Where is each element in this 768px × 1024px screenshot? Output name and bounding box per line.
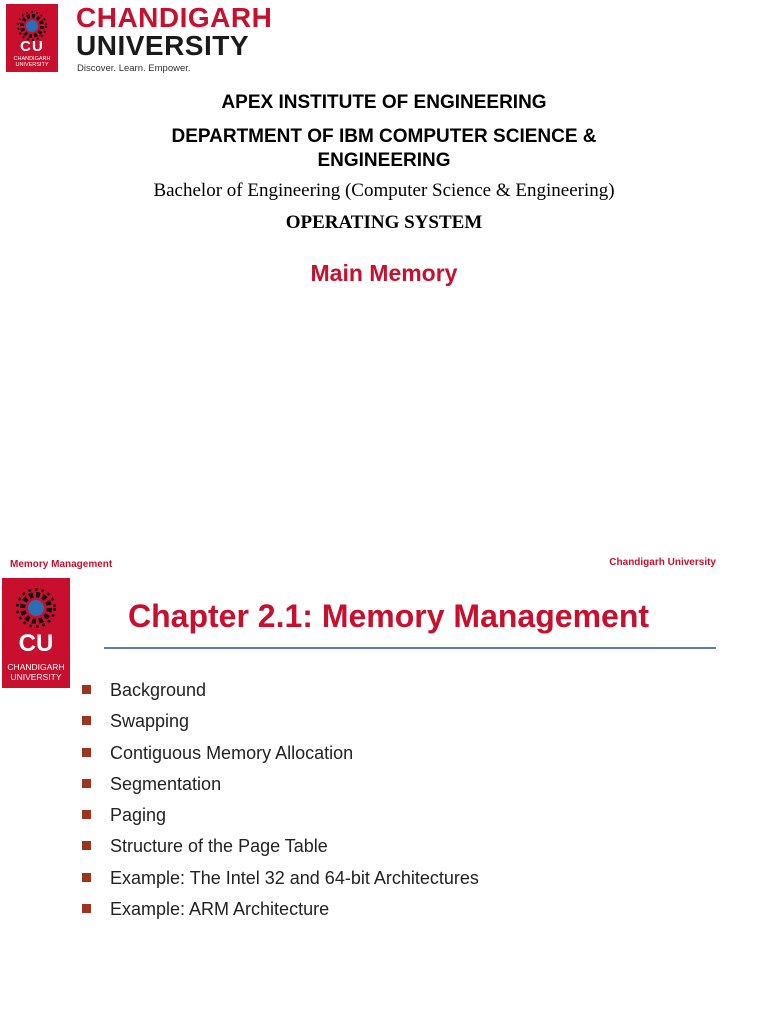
list-item: Example: ARM Architecture bbox=[82, 897, 479, 928]
list-item: Paging bbox=[82, 803, 479, 834]
brand-name: CHANDIGARH UNIVERSITY bbox=[76, 2, 273, 61]
square-bullet-icon bbox=[82, 748, 91, 757]
square-bullet-icon bbox=[82, 779, 91, 788]
chapter-title: Chapter 2.1: Memory Management bbox=[128, 598, 650, 634]
list-item: Contiguous Memory Allocation bbox=[82, 741, 479, 772]
topic-title: Main Memory bbox=[310, 260, 458, 286]
degree-line: Bachelor of Engineering (Computer Science & Engineering) bbox=[153, 180, 615, 201]
brand-tagline: Discover. Learn. Empower. bbox=[77, 63, 191, 74]
institute-heading: APEX INSTITUTE OF ENGINEERING bbox=[221, 92, 547, 113]
gear-emblem-icon bbox=[12, 584, 60, 632]
logo-monogram: CU bbox=[20, 38, 44, 55]
logo-monogram: CU bbox=[18, 630, 54, 657]
slide-header-topic: Memory Management bbox=[10, 559, 113, 570]
list-item: Structure of the Page Table bbox=[82, 834, 479, 865]
logo-subtitle: CHANDIGARH UNIVERSITY bbox=[7, 662, 65, 682]
slide-header-university: Chandigarh University bbox=[609, 557, 716, 568]
square-bullet-icon bbox=[82, 685, 91, 694]
topic-list bbox=[82, 678, 479, 928]
square-bullet-icon bbox=[82, 810, 91, 819]
department-heading: DEPARTMENT OF IBM COMPUTER SCIENCE & ENGINEERING bbox=[171, 126, 597, 171]
square-bullet-icon bbox=[82, 873, 91, 882]
square-bullet-icon bbox=[82, 716, 91, 725]
list-item: Segmentation bbox=[82, 772, 479, 803]
title-divider bbox=[104, 647, 716, 649]
slide-logo bbox=[2, 578, 70, 688]
university-logo bbox=[6, 4, 58, 72]
logo-subtitle: CHANDIGARH UNIVERSITY bbox=[13, 56, 51, 68]
subject-line: OPERATING SYSTEM bbox=[285, 212, 483, 233]
list-item: Swapping bbox=[82, 709, 479, 740]
list-item: Background bbox=[82, 678, 479, 709]
square-bullet-icon bbox=[82, 904, 91, 913]
square-bullet-icon bbox=[82, 841, 91, 850]
list-item: Example: The Intel 32 and 64-bit Architectures bbox=[82, 866, 479, 897]
